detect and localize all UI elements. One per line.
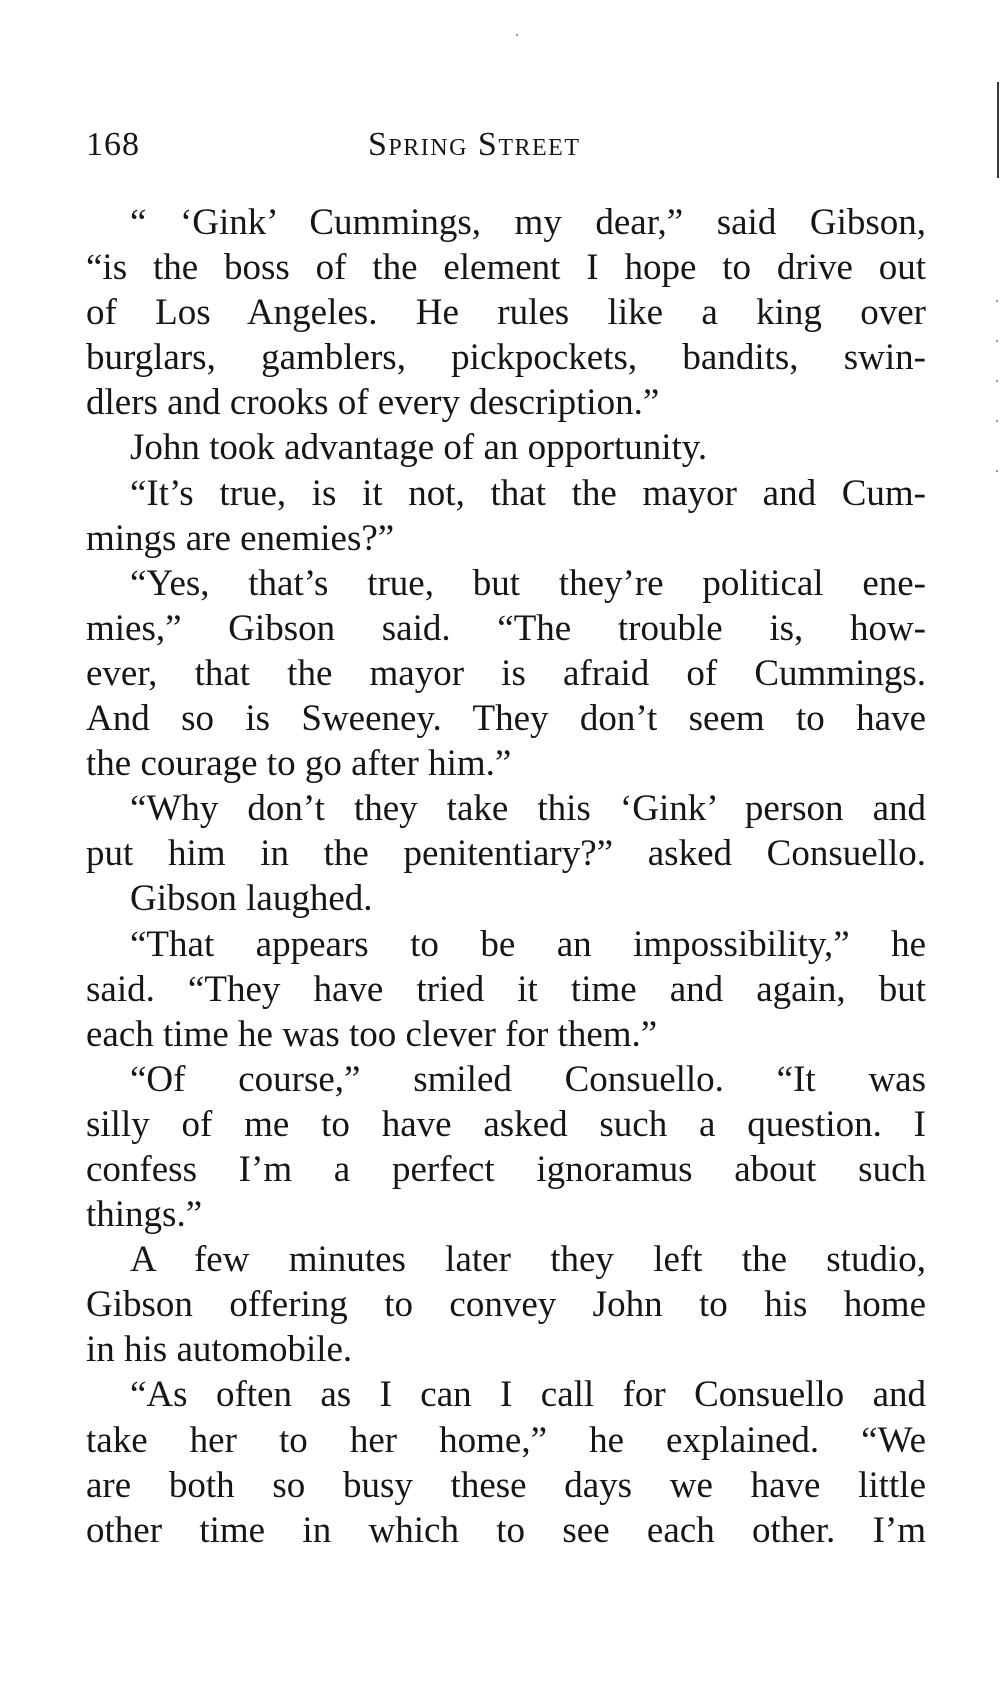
text-line: John took advantage of an opportunity. [130,427,708,469]
text-line: “is the boss of the element I hope to drive out [86,247,926,289]
scan-speck [996,380,998,382]
text-line: A few minutes later they left the studio, [130,1239,926,1281]
text-line: each time he was too clever for them.” [86,1013,658,1055]
text-line: of Los Angeles. He rules like a king over [86,292,926,334]
text-line: silly of me to have asked such a question. I [86,1103,926,1145]
text-line: take her to her home,” he explained. “We [86,1419,926,1461]
scan-speck [996,340,998,342]
text-line: confess I’m a perfect ignoramus about such [86,1148,926,1190]
text-line: ever, that the mayor is afraid of Cummings. [86,652,926,694]
text-line: the courage to go after him.” [86,743,512,785]
scan-speck [516,34,518,36]
scan-speck [996,420,998,422]
scan-speck [996,300,998,302]
text-line: burglars, gamblers, pickpockets, bandits, swin- [86,337,926,379]
text-line: things.” [86,1194,203,1236]
text-line: other time in which to see each other. I’m [86,1509,926,1551]
text-line: “ ‘Gink’ Cummings, my dear,” said Gibson, [130,202,926,243]
text-line: And so is Sweeney. They don’t seem to have [86,698,926,740]
text-line: “That appears to be an impossibility,” he [130,923,926,965]
text-line: “As often as I can I call for Consuello and [130,1374,926,1416]
text-line: “It’s true, is it not, that the mayor and Cum- [130,472,926,514]
text-line: dlers and crooks of every description.” [86,382,660,424]
text-line: said. “They have tried it time and again, but [86,968,926,1010]
text-line: Gibson laughed. [130,878,373,920]
text-line: “Why don’t they take this ‘Gink’ person and [130,788,926,830]
running-title: Spring Street [368,126,581,163]
text-line: “Of course,” smiled Consuello. “It was [130,1058,926,1100]
text-line: are both so busy these days we have little [86,1464,926,1506]
running-head [86,126,926,176]
text-line: put him in the penitentiary?” asked Consuello. [86,833,926,875]
scan-speck [996,470,998,472]
text-line: “Yes, that’s true, but they’re political ene- [130,562,926,604]
text-line: Gibson offering to convey John to his home [86,1284,926,1326]
text-line: in his automobile. [86,1329,353,1371]
page-number: 168 [86,126,140,163]
body-text [86,200,926,1553]
text-line: mings are enemies?” [86,517,395,559]
text-line: mies,” Gibson said. “The trouble is, how- [86,607,926,649]
page-edge-mark [997,82,999,178]
